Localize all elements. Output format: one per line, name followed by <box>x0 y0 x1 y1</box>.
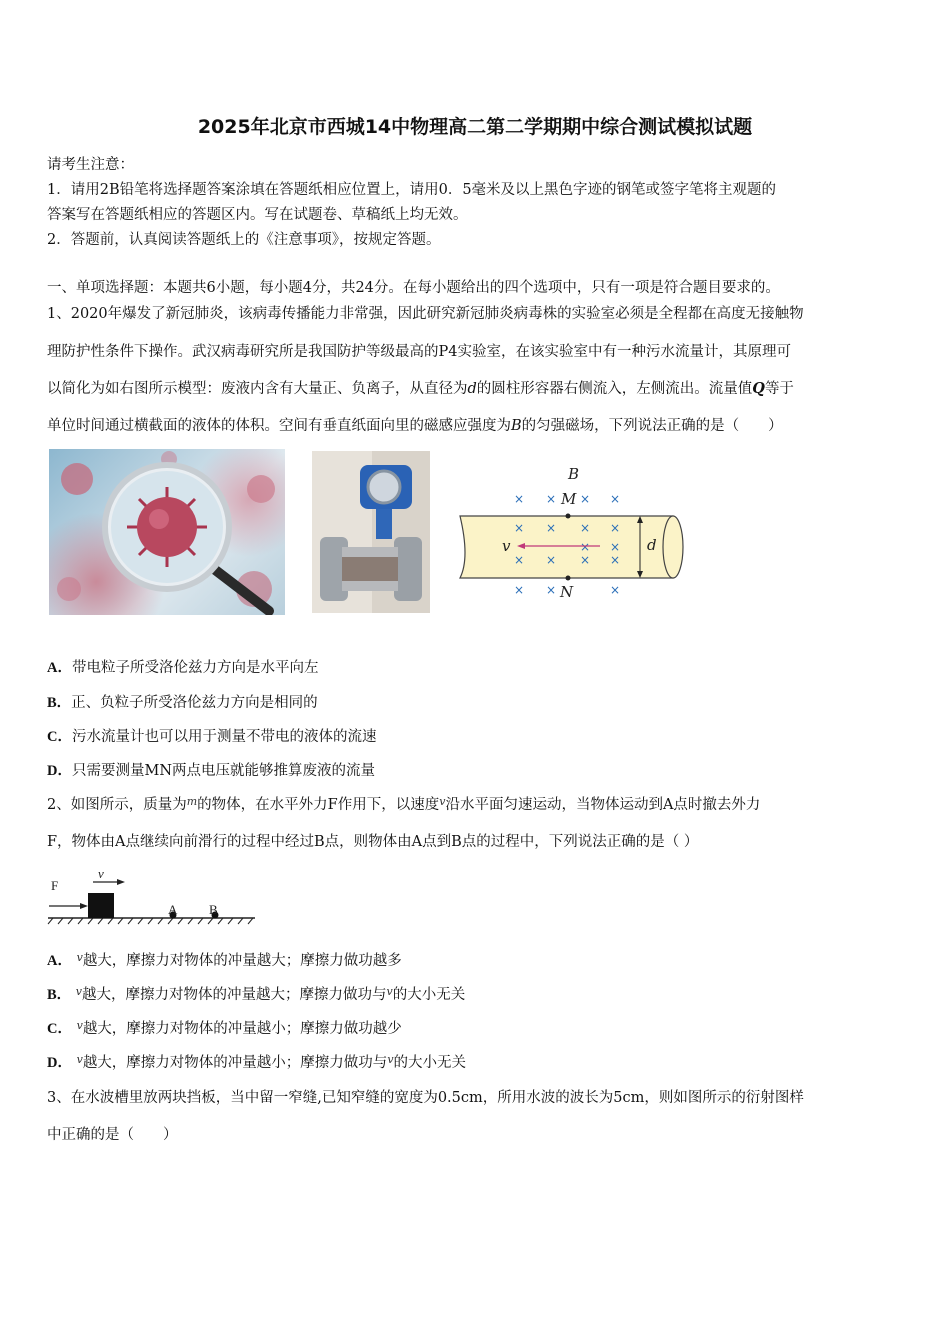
page-title: 2025年北京市西城14中物理高二第二学期期中综合测试模拟试题 <box>197 116 753 138</box>
q1-option-a: A．带电粒子所受洛伦兹力方向是水平向左 <box>47 660 319 676</box>
svg-text:×: × <box>514 583 525 597</box>
q1-option-c: C．污水流量计也可以用于测量不带电的液体的流速 <box>47 729 377 745</box>
symbol-d: d <box>467 381 477 397</box>
notice-item-1a: 1．请用2B铅笔将选择题答案涂填在答题纸相应位置上，请用0．5毫米及以上黑色字迹的钢笔或签字笔将主观题的 <box>47 182 777 198</box>
flowmeter-illustration <box>312 451 430 613</box>
virus-illustration <box>49 449 285 615</box>
q3-line-1: 3、在水波槽里放两块挡板，当中留一窄缝,已知窄缝的宽度为0.5cm，所用水波的波长为5cm，则如图所示的衍射图样 <box>47 1090 804 1106</box>
q2-option-c: C． $^v$越大，摩擦力对物体的冲量越小；摩擦力做功越少 <box>47 1019 402 1037</box>
label-v: v <box>502 537 511 555</box>
virus-photo <box>49 449 285 615</box>
flowmeter-photo <box>312 451 430 613</box>
q1-option-d: D．只需要测量MN两点电压就能够推算废液的流量 <box>47 763 376 779</box>
label-m: M <box>561 490 577 508</box>
q2-option-d: D． $^v$越大，摩擦力对物体的冲量越小；摩擦力做功与$^v$的大小无关 <box>47 1053 467 1071</box>
label-point-a: A <box>168 902 178 917</box>
label-b: B <box>568 465 580 483</box>
label-d: d <box>647 536 657 554</box>
svg-text:×: × <box>610 583 621 597</box>
q1-option-b: B．正、负粒子所受洛伦兹力方向是相同的 <box>47 695 318 711</box>
label-force: F <box>51 878 59 893</box>
svg-text:×: × <box>546 553 557 567</box>
svg-text:×: × <box>514 521 525 535</box>
q3-line-2: 中正确的是（ ） <box>47 1127 178 1143</box>
svg-text:×: × <box>546 521 557 535</box>
svg-text:×: × <box>514 492 525 506</box>
label-n: N <box>560 583 574 601</box>
svg-text:×: × <box>580 553 591 567</box>
svg-text:×: × <box>546 583 557 597</box>
svg-text:×: × <box>610 521 621 535</box>
notice-item-1b: 答案写在答题纸相应的答题区内。写在试题卷、草稿纸上均无效。 <box>47 207 468 223</box>
label-point-b: B <box>209 902 218 917</box>
symbol-b: B <box>511 418 522 434</box>
q2-line-1: 2、如图所示，质量为$^m$的物体，在水平外力F作用下，以速度$^v$沿水平面匀速运动，当物体运动到A点时撤去外力 <box>47 795 761 813</box>
notice-item-2: 2．答题前，认真阅读答题纸上的《注意事项》，按规定答题。 <box>47 232 441 248</box>
svg-text:×: × <box>610 553 621 567</box>
q2-option-b: B． $^v$越大，摩擦力对物体的冲量越大；摩擦力做功与$^v$的大小无关 <box>47 985 466 1003</box>
q2-line-2: F，物体由A点继续向前滑行的过程中经过B点，则物体由A点到B点的过程中，下列说法正确的是（ ） <box>47 834 699 850</box>
q1-line-2: 理防护性条件下操作。武汉病毒研究所是我国防护等级最高的P4实验室，在该实验室中有一种污水流量计，其原理可 <box>47 344 791 360</box>
symbol-m: m <box>186 795 198 808</box>
notice-heading: 请考生注意： <box>47 157 134 173</box>
svg-text:×: × <box>610 492 621 506</box>
q1-line-1: 1、2020年爆发了新冠肺炎，该病毒传播能力非常强，因此研究新冠肺炎病毒株的实验室必须是全程都在高度无接触物 <box>47 306 804 322</box>
svg-text:×: × <box>610 540 621 554</box>
q1-line-3: 以简化为如右图所示模型：废液内含有大量正、负离子，从直径为d的圆柱形容器右侧流入，左侧流出。流量值Q等于 <box>47 380 794 397</box>
label-velocity: v <box>98 868 104 881</box>
symbol-q: Q <box>752 380 765 397</box>
svg-text:×: × <box>546 492 557 506</box>
svg-text:×: × <box>580 540 591 554</box>
svg-text:×: × <box>580 492 591 506</box>
q2-option-a: A． $^v$越大，摩擦力对物体的冲量越大；摩擦力做功越多 <box>47 951 402 969</box>
svg-text:×: × <box>514 553 525 567</box>
section-heading: 一、单项选择题：本题共6小题，每小题4分，共24分。在每小题给出的四个选项中，只有一项是符合题目要求的。 <box>47 280 780 296</box>
pipe-field-diagram <box>455 460 695 610</box>
q1-line-4: 单位时间通过横截面的液体的体积。空间有垂直纸面向里的磁感应强度为B的匀强磁场，下列说法正确的是（ ） <box>47 418 783 434</box>
symbol-v: v <box>439 795 446 808</box>
svg-text:×: × <box>580 521 591 535</box>
block-motion-diagram <box>45 868 260 928</box>
